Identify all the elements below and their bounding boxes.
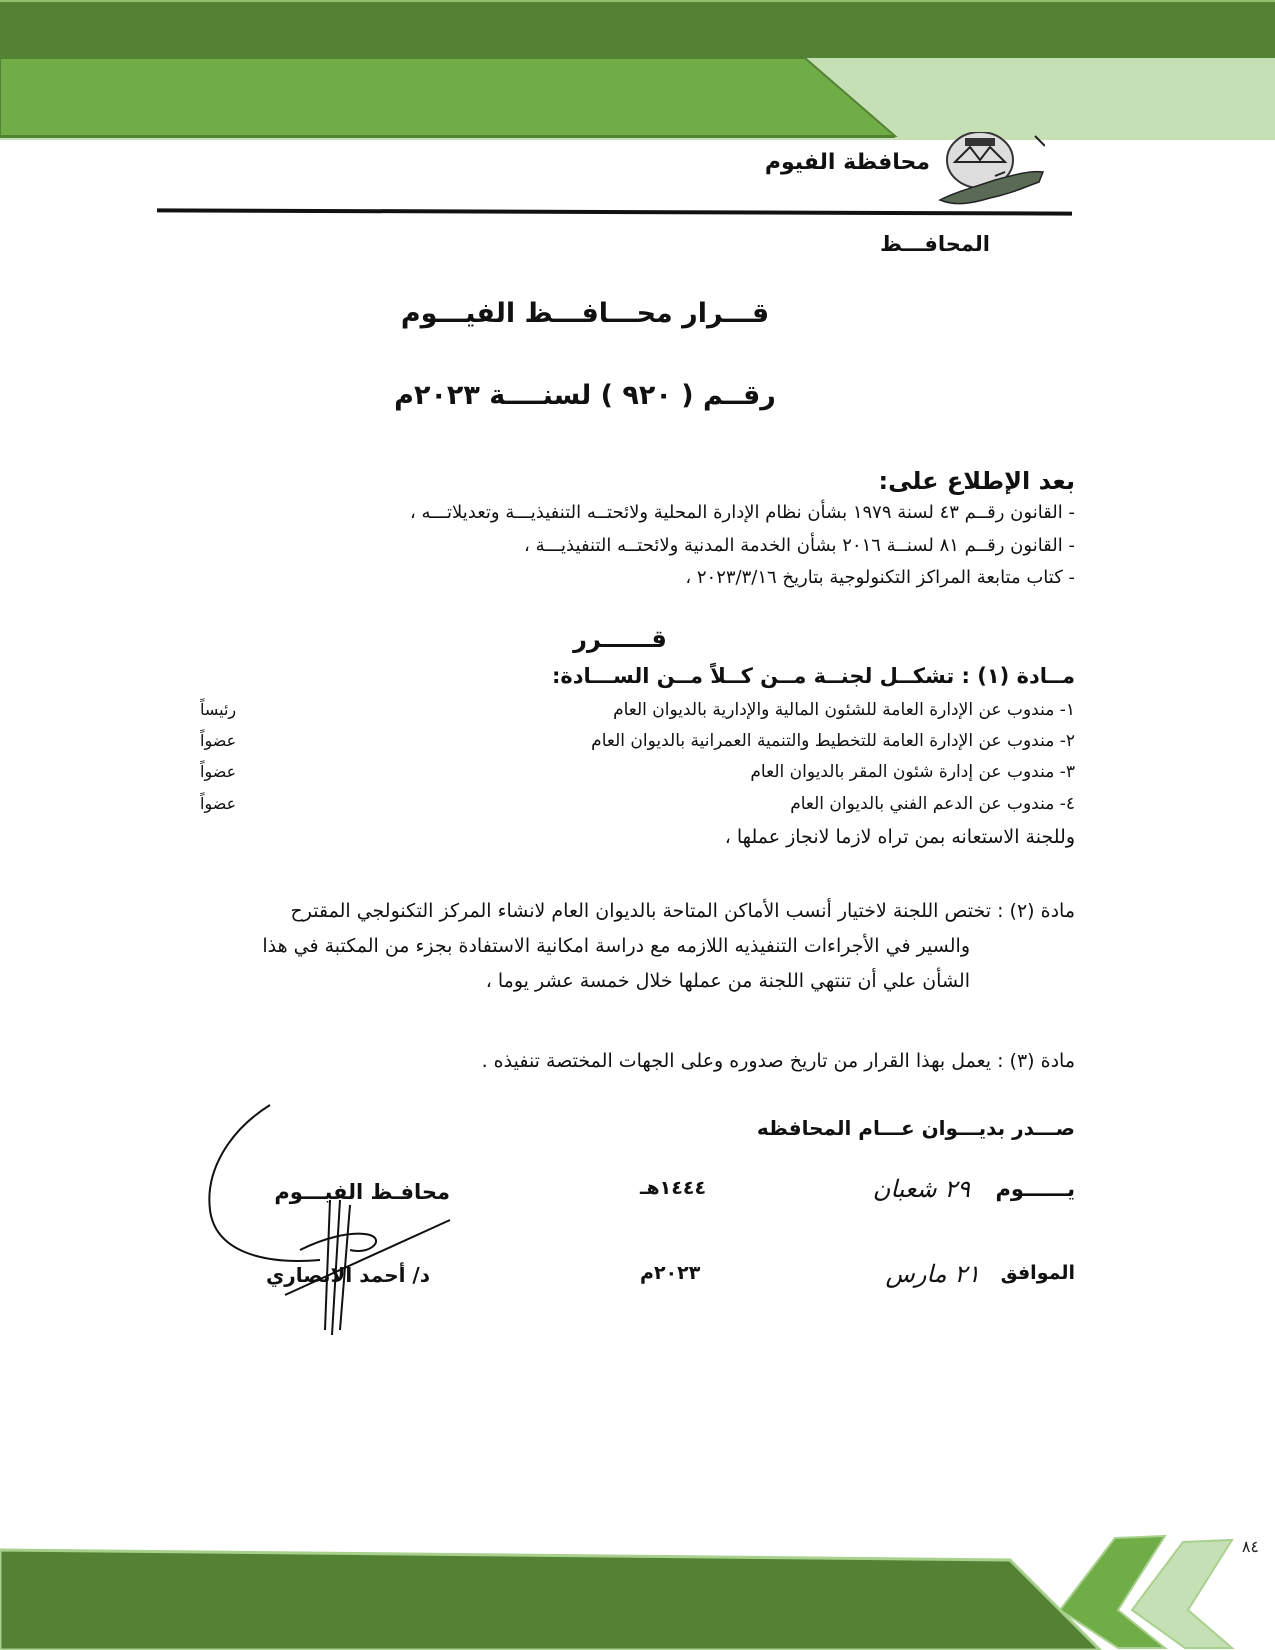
member-role: عضواً: [200, 794, 237, 813]
member-description: ٤- مندوب عن الدعم الفني بالديوان العام: [790, 794, 1075, 814]
gregorian-handwritten-date: ٢١ مارس: [885, 1260, 980, 1288]
committee-member-row: [200, 762, 1075, 792]
page-number: ٨٤: [1241, 1537, 1259, 1556]
member-role: عضواً: [200, 731, 237, 750]
member-description: ٢- مندوب عن الإدارة العامة للتخطيط والتنمية العمرانية بالديوان العام: [591, 731, 1075, 751]
header-band-mid: [0, 58, 895, 136]
member-role: رئيساً: [200, 700, 237, 719]
article-3: مادة (٣) : يعمل بهذا القرار من تاريخ صدوره وعلى الجهات المختصة تنفيذه .: [481, 1050, 1075, 1072]
article-2-line: والسير في الأجراءات التنفيذيه اللازمه مع دراسة امكانية الاستفادة بجزء من المكتبة في هذا: [262, 935, 970, 957]
member-description: ٣- مندوب عن إدارة شئون المقر بالديوان العام: [750, 762, 1075, 782]
gregorian-label: الموافق: [1000, 1262, 1075, 1284]
handwritten-signature-icon: [200, 1090, 480, 1360]
preamble-item: - كتاب متابعة المراكز التكنولوجية بتاريخ ٢٠٢٣/٣/١٦ ،: [685, 567, 1075, 588]
committee-member-row: [200, 700, 1075, 730]
hijri-date-row: [640, 1175, 1075, 1215]
gregorian-year: ٢٠٢٣م: [640, 1262, 701, 1284]
gregorian-date-row: [640, 1260, 1075, 1300]
governorate-emblem-icon: [935, 132, 1045, 217]
decree-number: رقــم ( ٩٢٠ ) لسنــــة ٢٠٢٣م: [394, 380, 776, 411]
footer-band-shapes: [0, 1530, 1275, 1650]
decree-title: قـــرار محـــافـــظ الفيـــوم: [400, 298, 770, 329]
hijri-year: ١٤٤٤هـ: [640, 1177, 707, 1199]
article-2-line: الشأن علي أن تنتهي اللجنة من عملها خلال خمسة عشر يوما ،: [485, 970, 970, 992]
header-band-dark: [0, 0, 1275, 60]
decided-heading: قــــــرر: [573, 625, 667, 653]
article-2-line: مادة (٢) : تختص اللجنة لاختيار أنسب الأماكن المتاحة بالديوان العام لانشاء المركز التكنولجي المقترح: [290, 900, 1075, 922]
hijri-day-label: يــــــوم: [995, 1177, 1075, 1201]
signatory-name: د/ أحمد الانصاري: [265, 1263, 430, 1287]
header-band-shapes: [0, 58, 1275, 140]
issued-at-label: صـــدر بديـــوان عـــام المحافظه: [756, 1116, 1075, 1140]
footer-band-dark: [0, 1550, 1100, 1650]
hijri-handwritten-date: ٢٩ شعبان: [872, 1175, 970, 1203]
preamble-item: - القانون رقــم ٤٣ لسنة ١٩٧٩ بشأن نظام الإدارة المحلية ولائحتــه التنفيذيـــة وتعديلاتـــه ،: [410, 502, 1075, 523]
article-1-note: وللجنة الاستعانه بمن تراه لازما لانجاز عملها ،: [724, 826, 1075, 848]
member-role: عضواً: [200, 762, 237, 781]
office-title: المحافـــظ: [880, 232, 990, 256]
signatory-title: محافـظ الفيـــوم: [274, 1180, 450, 1204]
member-description: ١- مندوب عن الإدارة العامة للشئون المالية والإدارية بالديوان العام: [613, 700, 1075, 720]
preamble-item: - القانون رقــم ٨١ لسنــة ٢٠١٦ بشأن الخدمة المدنية ولائحتــه التنفيذيـــة ،: [524, 535, 1075, 556]
preamble-heading: بعد الإطلاع على:: [878, 467, 1075, 495]
committee-member-row: [200, 794, 1075, 824]
governorate-name: محافظة الفيوم: [764, 150, 930, 175]
article-1-heading: مــادة (١) : تشكــل لجنــة مــن كــلاً مــن الســـادة:: [551, 664, 1075, 688]
committee-member-row: [200, 731, 1075, 761]
